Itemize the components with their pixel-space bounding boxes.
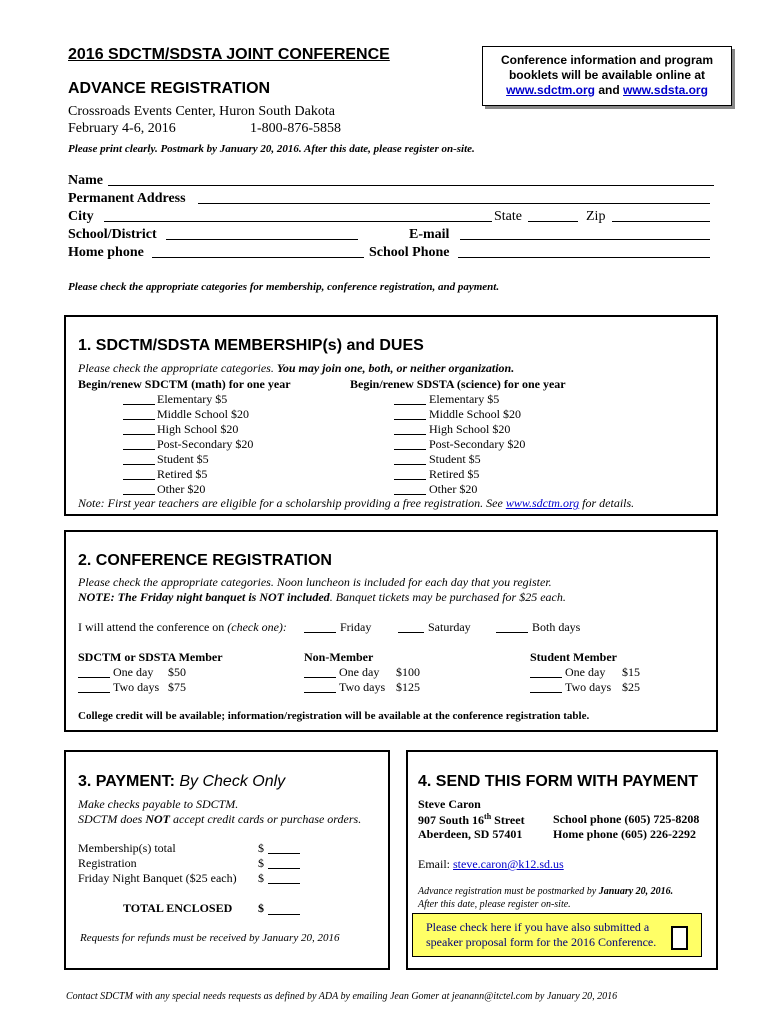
- science-option-label: High School $20: [429, 422, 511, 436]
- zip-label: Zip: [586, 209, 606, 224]
- nonmember-heading: Non-Member: [304, 650, 374, 664]
- categories-note: Please check the appropriate categories for membership, conference registration, and payment.: [68, 281, 500, 293]
- student-option-blank[interactable]: [530, 666, 562, 678]
- speaker-line-1: Please check here if you have also submitted a: [426, 920, 650, 934]
- nonmember-option-price: $100: [396, 665, 420, 679]
- payment-heading: [78, 773, 285, 791]
- contact-school-phone: School phone (605) 725-8208: [553, 812, 700, 826]
- address-field[interactable]: [198, 192, 710, 204]
- math-heading: Begin/renew SDCTM (math) for one year: [78, 377, 291, 391]
- zip-field[interactable]: [612, 210, 710, 222]
- phone: 1-800-876-5858: [250, 121, 341, 136]
- member-heading: SDCTM or SDSTA Member: [78, 650, 223, 664]
- street-b: Street: [491, 813, 525, 827]
- payment-row-label: Membership(s) total: [78, 841, 176, 855]
- nonmember-option-price: $125: [396, 680, 420, 694]
- math-option-label: Student $5: [157, 452, 209, 466]
- math-option-blank[interactable]: [123, 468, 155, 480]
- saturday-checkbox[interactable]: [398, 621, 424, 633]
- science-heading: Begin/renew SDSTA (science) for one year: [350, 377, 566, 391]
- student-option-price: $15: [622, 665, 640, 679]
- email-field[interactable]: [460, 228, 710, 240]
- science-option-blank[interactable]: [394, 438, 426, 450]
- student-option-blank[interactable]: [530, 681, 562, 693]
- total-dollar: $: [258, 901, 264, 915]
- postmark-note: [418, 886, 673, 897]
- contact-city: Aberdeen, SD 57401: [418, 827, 523, 841]
- dates: February 4-6, 2016: [68, 121, 176, 136]
- math-option-blank[interactable]: [123, 483, 155, 495]
- math-option-blank[interactable]: [123, 438, 155, 450]
- footer-note: Contact SDCTM with any special needs requests as defined by ADA by emailing Jean Gomer at jeanann@itctel.com by January 20, 2016: [66, 991, 618, 1002]
- saturday-label: Saturday: [428, 620, 471, 634]
- note-a: Note: First year teachers are eligible for a scholarship providing a free registration. See: [78, 496, 506, 510]
- school-label: School/District: [68, 227, 157, 242]
- home-phone-field[interactable]: [152, 246, 364, 258]
- info-and: and: [594, 83, 623, 97]
- friday-checkbox[interactable]: [304, 621, 336, 633]
- science-option-label: Post-Secondary $20: [429, 437, 526, 451]
- science-option-label: Student $5: [429, 452, 481, 466]
- page-title: 2016 SDCTM/SDSTA JOINT CONFERENCE: [68, 46, 390, 63]
- science-option-blank[interactable]: [394, 393, 426, 405]
- sdctm-link[interactable]: www.sdctm.org: [506, 83, 595, 97]
- contact-home-phone: Home phone (605) 226-2292: [553, 827, 696, 841]
- math-option-label: Middle School $20: [157, 407, 249, 421]
- nonmember-option-blank[interactable]: [304, 681, 336, 693]
- membership-intro-a: Please check the appropriate categories.: [78, 361, 277, 375]
- scholarship-note: [78, 496, 634, 511]
- science-option-blank[interactable]: [394, 408, 426, 420]
- student-option-price: $25: [622, 680, 640, 694]
- science-option-blank[interactable]: [394, 423, 426, 435]
- contact-email: [418, 857, 564, 872]
- city-label: City: [68, 209, 94, 224]
- both-days-checkbox[interactable]: [496, 621, 528, 633]
- speaker-line-2: speaker proposal form for the 2016 Conference.: [426, 935, 657, 949]
- school-phone-label: School Phone: [369, 245, 450, 260]
- member-option-label: Two days: [113, 680, 160, 694]
- science-option-blank[interactable]: [394, 453, 426, 465]
- postmark-note-2: After this date, please register on-site.: [418, 899, 571, 910]
- contact-street: [418, 812, 525, 828]
- payment-row-label: Friday Night Banquet ($25 each): [78, 871, 237, 885]
- member-option-blank[interactable]: [78, 681, 110, 693]
- street-a: 907 South 16: [418, 813, 485, 827]
- checks-payable: Make checks payable to SDCTM.: [78, 797, 239, 811]
- student-option-label: Two days: [565, 680, 612, 694]
- home-phone-label: Home phone: [68, 245, 144, 260]
- math-option-blank[interactable]: [123, 423, 155, 435]
- math-option-label: Other $20: [157, 482, 206, 496]
- math-option-label: Post-Secondary $20: [157, 437, 254, 451]
- info-line-2: booklets will be available online at: [508, 68, 706, 82]
- payment-row-field[interactable]: [268, 857, 300, 869]
- member-option-blank[interactable]: [78, 666, 110, 678]
- total-label: TOTAL ENCLOSED: [123, 901, 233, 915]
- speaker-proposal-checkbox[interactable]: [671, 926, 688, 950]
- note-b: for details.: [579, 496, 635, 510]
- science-option-label: Elementary $5: [429, 392, 500, 406]
- postmark-instruction: Please print clearly. Postmark by January 20, 2016. After this date, please register on-site.: [68, 143, 475, 155]
- contact-email-link[interactable]: steve.caron@k12.sd.us: [453, 857, 564, 871]
- friday-label: Friday: [340, 620, 372, 634]
- email-label-2: Email:: [418, 857, 453, 871]
- membership-intro: [78, 361, 514, 376]
- science-option-blank[interactable]: [394, 468, 426, 480]
- online-info-box: [482, 46, 732, 106]
- payment-row-dollar: $: [258, 841, 264, 855]
- math-option-label: High School $20: [157, 422, 239, 436]
- math-option-blank[interactable]: [123, 393, 155, 405]
- info-line-3: [483, 83, 731, 98]
- math-option-label: Elementary $5: [157, 392, 228, 406]
- location: Crossroads Events Center, Huron South Dakota: [68, 104, 335, 119]
- state-label: State: [494, 209, 522, 224]
- no-cards-a: SDCTM does: [78, 812, 146, 826]
- membership-intro-b: You may join one, both, or neither organization.: [276, 361, 515, 375]
- both-days-label: Both days: [532, 620, 581, 634]
- payment-heading-a: 3. PAYMENT:: [78, 773, 180, 790]
- science-option-label: Other $20: [429, 482, 478, 496]
- total-field[interactable]: [268, 903, 300, 915]
- banquet-note-a: NOTE: The Friday night banquet is NOT included: [78, 590, 330, 604]
- sdsta-link[interactable]: www.sdsta.org: [623, 83, 708, 97]
- postmark-b: January 20, 2016.: [598, 886, 674, 897]
- student-heading: Student Member: [530, 650, 617, 664]
- science-option-label: Middle School $20: [429, 407, 521, 421]
- nonmember-option-label: Two days: [339, 680, 386, 694]
- college-credit-note: College credit will be available; information/registration will be available at the conference registration table.: [78, 710, 590, 722]
- name-field[interactable]: [108, 174, 714, 186]
- membership-heading: 1. SDCTM/SDSTA MEMBERSHIP(s) and DUES: [78, 337, 424, 354]
- nonmember-option-blank[interactable]: [304, 666, 336, 678]
- nonmember-option-label: One day: [339, 665, 380, 679]
- email-label: E-mail: [409, 227, 450, 242]
- math-option-blank[interactable]: [123, 453, 155, 465]
- no-cards-b: NOT: [145, 812, 171, 826]
- address-label: Permanent Address: [68, 191, 186, 206]
- registration-intro: Please check the appropriate categories. Noon luncheon is included for each day that you register.: [78, 575, 552, 589]
- member-option-label: One day: [113, 665, 154, 679]
- scholarship-link[interactable]: www.sdctm.org: [505, 496, 580, 510]
- banquet-note-b: . Banquet tickets may be purchased for $25 each.: [329, 590, 566, 604]
- page-subtitle: ADVANCE REGISTRATION: [68, 80, 271, 97]
- refund-note: Requests for refunds must be received by January 20, 2016: [80, 932, 340, 944]
- payment-row-field[interactable]: [268, 872, 300, 884]
- registration-heading: 2. CONFERENCE REGISTRATION: [78, 552, 332, 569]
- science-option-blank[interactable]: [394, 483, 426, 495]
- payment-row-dollar: $: [258, 856, 264, 870]
- banquet-note: [78, 590, 566, 605]
- attend-label: [78, 620, 287, 635]
- no-credit-cards: [78, 812, 361, 827]
- info-line-1: Conference information and program: [500, 53, 714, 67]
- school-field[interactable]: [166, 228, 358, 240]
- payment-row-dollar: $: [258, 871, 264, 885]
- street-sup: th: [484, 812, 492, 821]
- send-heading: 4. SEND THIS FORM WITH PAYMENT: [418, 773, 699, 790]
- payment-row-field[interactable]: [268, 842, 300, 854]
- payment-heading-b: By Check Only: [179, 773, 286, 790]
- name-label: Name: [68, 173, 103, 188]
- contact-name: Steve Caron: [418, 797, 481, 811]
- city-field[interactable]: [104, 210, 492, 222]
- math-option-blank[interactable]: [123, 408, 155, 420]
- no-cards-c: accept credit cards or purchase orders.: [170, 812, 362, 826]
- science-option-label: Retired $5: [429, 467, 480, 481]
- school-phone-field[interactable]: [458, 246, 710, 258]
- payment-row-label: Registration: [78, 856, 137, 870]
- attend-b: (check one):: [227, 620, 287, 634]
- member-option-price: $75: [168, 680, 186, 694]
- postmark-a: Advance registration must be postmarked by: [418, 886, 599, 897]
- math-option-label: Retired $5: [157, 467, 208, 481]
- attend-a: I will attend the conference on: [78, 620, 228, 634]
- student-option-label: One day: [565, 665, 606, 679]
- member-option-price: $50: [168, 665, 186, 679]
- state-field[interactable]: [528, 210, 578, 222]
